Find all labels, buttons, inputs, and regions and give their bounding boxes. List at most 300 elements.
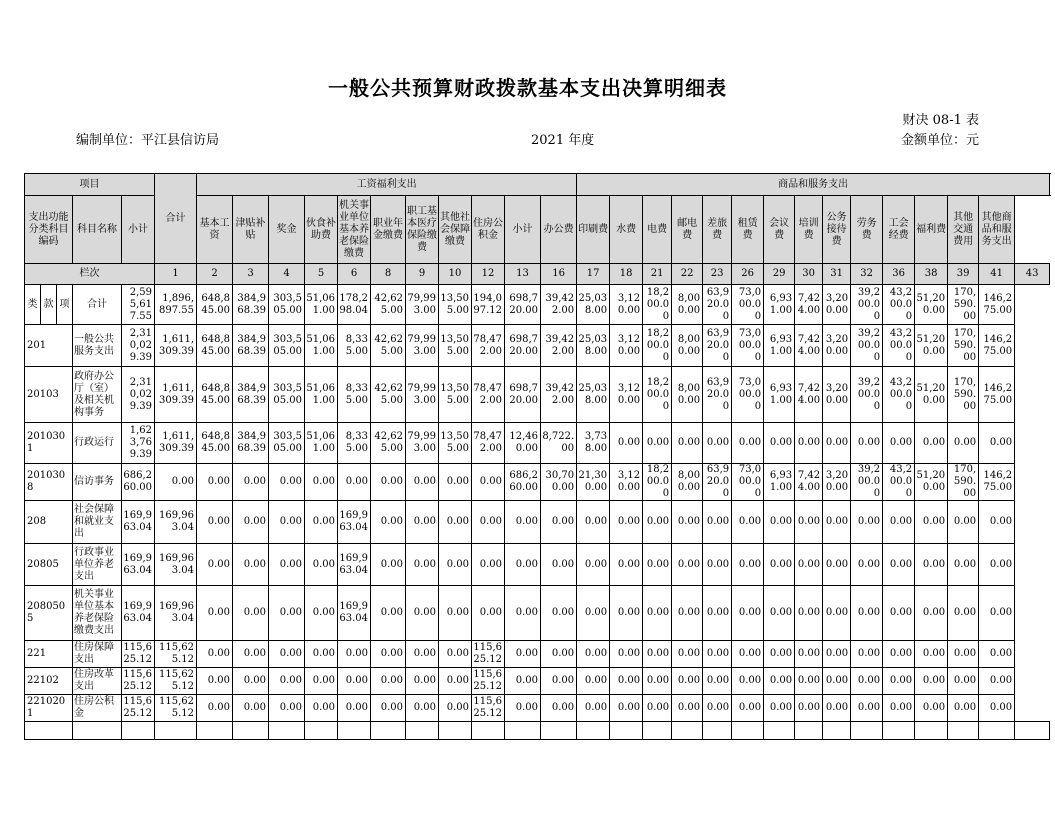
- value-cell: 0.00: [703, 501, 732, 544]
- value-cell: 25,038.00: [577, 325, 610, 367]
- table-row: [25, 423, 1050, 464]
- goods-services-header: 商品和服务支出: [577, 174, 1050, 196]
- blank-cell: [371, 722, 406, 740]
- column-header: 印刷费: [577, 196, 610, 264]
- value-cell: 7,424.00: [795, 285, 823, 325]
- value-cell: 0.00: [883, 544, 915, 586]
- value-cell: 0.00: [269, 641, 305, 668]
- item-header: 项目: [25, 174, 155, 196]
- blank-cell: [269, 722, 305, 740]
- value-cell: 0.00: [851, 641, 883, 668]
- value-cell: 78,472.00: [472, 423, 505, 464]
- value-cell: 2,310,029.39: [122, 325, 155, 367]
- value-cell: 686,260.00: [122, 464, 155, 501]
- value-cell: 6,931.00: [764, 367, 795, 423]
- row-code: 221: [25, 641, 73, 668]
- value-cell: 0.00: [505, 544, 541, 586]
- value-cell: 115,625.12: [472, 695, 505, 722]
- value-cell: 178,298.04: [338, 285, 371, 325]
- value-cell: 1,623,769.39: [122, 423, 155, 464]
- value-cell: 0.00: [823, 586, 851, 641]
- value-cell: 0.00: [703, 668, 732, 695]
- value-cell: 0.00: [795, 695, 823, 722]
- row-name: 一般公共服务支出: [73, 325, 122, 367]
- column-number: 1: [155, 264, 197, 285]
- column-header: 其他商品和服务支出: [979, 196, 1015, 264]
- value-cell: 13,505.00: [439, 423, 472, 464]
- value-cell: 0.00: [439, 501, 472, 544]
- row-name: 政府办公厅（室）及相关机构事务: [73, 367, 122, 423]
- value-cell: 0.00: [371, 501, 406, 544]
- value-cell: 0.00: [915, 501, 948, 544]
- value-cell: 0.00: [197, 668, 233, 695]
- lei-label: 类: [25, 285, 41, 325]
- row-name: 机关事业单位基本养老保险缴费支出: [73, 586, 122, 641]
- row-code: 2010301: [25, 423, 73, 464]
- value-cell: 0.00: [541, 641, 577, 668]
- value-cell: 0.00: [305, 501, 338, 544]
- column-number: 10: [439, 264, 472, 285]
- value-cell: 0.00: [732, 423, 764, 464]
- value-cell: 0.00: [610, 423, 643, 464]
- value-cell: 0.00: [155, 464, 197, 501]
- value-cell: 0.00: [672, 501, 703, 544]
- value-cell: 146,275.00: [979, 464, 1015, 501]
- value-cell: 0.00: [439, 544, 472, 586]
- value-cell: 39,422.00: [541, 285, 577, 325]
- blank-cell: [948, 722, 979, 740]
- value-cell: 648,845.00: [197, 325, 233, 367]
- value-cell: 115,625.12: [122, 641, 155, 668]
- column-number: 43: [1015, 264, 1050, 285]
- value-cell: 51,200.00: [915, 464, 948, 501]
- value-cell: 146,275.00: [979, 285, 1015, 325]
- value-cell: 0.00: [197, 695, 233, 722]
- value-cell: 0.00: [505, 586, 541, 641]
- value-cell: 1,611,309.39: [155, 367, 197, 423]
- value-cell: 0.00: [505, 695, 541, 722]
- value-cell: 0.00: [577, 544, 610, 586]
- value-cell: 0.00: [672, 641, 703, 668]
- value-cell: 0.00: [915, 641, 948, 668]
- value-cell: 0.00: [703, 544, 732, 586]
- value-cell: 0.00: [472, 544, 505, 586]
- value-cell: 2,310,029.39: [122, 367, 155, 423]
- table-row: [25, 544, 1050, 586]
- column-number: 12: [472, 264, 505, 285]
- column-header: 公务接待费: [823, 196, 851, 264]
- value-cell: 0.00: [541, 668, 577, 695]
- value-cell: 39,200.00: [851, 464, 883, 501]
- value-cell: 51,200.00: [915, 325, 948, 367]
- value-cell: 115,625.12: [155, 695, 197, 722]
- value-cell: 0.00: [406, 668, 439, 695]
- column-number: 16: [541, 264, 577, 285]
- value-cell: 13,505.00: [439, 285, 472, 325]
- blank-cell: [703, 722, 732, 740]
- value-cell: 115,625.12: [472, 641, 505, 668]
- row-code: 2210201: [25, 695, 73, 722]
- row-code: 208: [25, 501, 73, 544]
- column-header: 小计: [122, 196, 155, 264]
- value-cell: 0.00: [305, 464, 338, 501]
- value-cell: 0.00: [505, 668, 541, 695]
- wage-welfare-header: 工资福利支出: [197, 174, 577, 196]
- value-cell: 0.00: [269, 695, 305, 722]
- value-cell: 0.00: [643, 668, 672, 695]
- row-name: 信访事务: [73, 464, 122, 501]
- value-cell: 0.00: [732, 668, 764, 695]
- value-cell: 0.00: [979, 544, 1015, 586]
- column-header: 职业年金缴费: [371, 196, 406, 264]
- value-cell: 0.00: [371, 544, 406, 586]
- value-cell: 115,625.12: [155, 668, 197, 695]
- value-cell: 0.00: [915, 586, 948, 641]
- value-cell: 0.00: [371, 641, 406, 668]
- value-cell: 0.00: [883, 586, 915, 641]
- value-cell: 0.00: [439, 695, 472, 722]
- column-number: 8: [371, 264, 406, 285]
- value-cell: 42,625.00: [371, 367, 406, 423]
- blank-cell: [541, 722, 577, 740]
- column-number: 36: [883, 264, 915, 285]
- value-cell: 63,920.00: [703, 325, 732, 367]
- value-cell: 39,422.00: [541, 325, 577, 367]
- value-cell: 73,000.00: [732, 464, 764, 501]
- value-cell: 0.00: [823, 501, 851, 544]
- value-cell: 0.00: [979, 695, 1015, 722]
- column-header: 津贴补贴: [233, 196, 269, 264]
- xiang-label: 项: [57, 285, 73, 325]
- value-cell: 0.00: [269, 464, 305, 501]
- value-cell: 7,424.00: [795, 464, 823, 501]
- value-cell: 698,720.00: [505, 325, 541, 367]
- value-cell: 18,200.00: [643, 325, 672, 367]
- value-cell: 0.00: [643, 544, 672, 586]
- value-cell: 0.00: [371, 668, 406, 695]
- value-cell: 115,625.12: [472, 668, 505, 695]
- value-cell: 0.00: [979, 501, 1015, 544]
- value-cell: 8,335.00: [338, 325, 371, 367]
- column-number: 17: [577, 264, 610, 285]
- value-cell: 0.00: [269, 501, 305, 544]
- value-cell: 8,722.00: [541, 423, 577, 464]
- value-cell: 169,963.04: [338, 501, 371, 544]
- value-cell: 18,200.00: [643, 367, 672, 423]
- value-cell: 0.00: [338, 695, 371, 722]
- value-cell: 648,845.00: [197, 423, 233, 464]
- value-cell: 0.00: [915, 695, 948, 722]
- value-cell: 39,422.00: [541, 367, 577, 423]
- table-row: [25, 695, 1050, 722]
- value-cell: 0.00: [371, 464, 406, 501]
- kuan-label: 款: [41, 285, 57, 325]
- blank-cell: [406, 722, 439, 740]
- blank-cell: [1015, 722, 1050, 740]
- value-cell: 0.00: [823, 668, 851, 695]
- value-cell: 6,931.00: [764, 464, 795, 501]
- value-cell: 0.00: [577, 668, 610, 695]
- value-cell: 0.00: [233, 668, 269, 695]
- value-cell: 0.00: [883, 423, 915, 464]
- value-cell: 0.00: [233, 501, 269, 544]
- value-cell: 0.00: [703, 586, 732, 641]
- value-cell: 25,038.00: [577, 367, 610, 423]
- value-cell: 39,200.00: [851, 325, 883, 367]
- table-body: [25, 174, 1050, 740]
- value-cell: 169,963.04: [155, 544, 197, 586]
- value-cell: 686,260.00: [505, 464, 541, 501]
- value-cell: 169,963.04: [122, 586, 155, 641]
- column-number: 18: [610, 264, 643, 285]
- value-cell: 0.00: [795, 641, 823, 668]
- column-number: 13: [505, 264, 541, 285]
- blank-cell: [439, 722, 472, 740]
- value-cell: 3,120.00: [610, 464, 643, 501]
- row-name: 住房改革支出: [73, 668, 122, 695]
- value-cell: 0.00: [764, 641, 795, 668]
- fiscal-year: 2021 年度: [531, 133, 595, 148]
- value-cell: 0.00: [233, 544, 269, 586]
- value-cell: 21,300.00: [577, 464, 610, 501]
- table-row: [25, 464, 1050, 501]
- value-cell: 0.00: [643, 501, 672, 544]
- blank-row: [25, 722, 1050, 740]
- value-cell: 0.00: [439, 668, 472, 695]
- value-cell: 0.00: [672, 668, 703, 695]
- value-cell: 0.00: [577, 641, 610, 668]
- amount-unit: 金额单位：元: [900, 133, 979, 148]
- budget-detail-table: [24, 173, 1050, 740]
- value-cell: 648,845.00: [197, 367, 233, 423]
- row-name: 住房公积金: [73, 695, 122, 722]
- value-cell: 3,200.00: [823, 464, 851, 501]
- value-cell: 0.00: [610, 501, 643, 544]
- value-cell: 0.00: [948, 695, 979, 722]
- table-row: [25, 501, 1050, 544]
- value-cell: 169,963.04: [122, 544, 155, 586]
- blank-cell: [672, 722, 703, 740]
- value-cell: 0.00: [406, 695, 439, 722]
- value-cell: 0.00: [883, 668, 915, 695]
- value-cell: 43,200.00: [883, 464, 915, 501]
- value-cell: 0.00: [197, 586, 233, 641]
- value-cell: 0.00: [505, 641, 541, 668]
- blank-cell: [122, 722, 155, 740]
- value-cell: 0.00: [472, 464, 505, 501]
- value-cell: 0.00: [703, 695, 732, 722]
- value-cell: 0.00: [197, 544, 233, 586]
- blank-cell: [338, 722, 371, 740]
- column-number: 9: [406, 264, 439, 285]
- value-cell: 8,335.00: [338, 423, 371, 464]
- blank-cell: [795, 722, 823, 740]
- value-cell: 3,200.00: [823, 325, 851, 367]
- value-cell: 0.00: [795, 668, 823, 695]
- value-cell: 0.00: [764, 544, 795, 586]
- value-cell: 79,993.00: [406, 285, 439, 325]
- value-cell: 0.00: [305, 668, 338, 695]
- value-cell: 51,061.00: [305, 285, 338, 325]
- value-cell: 303,505.00: [269, 423, 305, 464]
- column-header: 会议费: [764, 196, 795, 264]
- value-cell: 0.00: [371, 695, 406, 722]
- value-cell: 169,963.04: [338, 586, 371, 641]
- value-cell: 0.00: [610, 641, 643, 668]
- column-header: 小计: [505, 196, 541, 264]
- value-cell: 0.00: [610, 544, 643, 586]
- blank-cell: [732, 722, 764, 740]
- column-header: 其他社会保障缴费: [439, 196, 472, 264]
- value-cell: 3,738.00: [577, 423, 610, 464]
- value-cell: 18,200.00: [643, 285, 672, 325]
- blank-cell: [25, 722, 73, 740]
- value-cell: 0.00: [305, 641, 338, 668]
- column-header: 基本工资: [197, 196, 233, 264]
- value-cell: 8,000.00: [672, 325, 703, 367]
- column-number: 6: [338, 264, 371, 285]
- column-header: 奖金: [269, 196, 305, 264]
- value-cell: 194,097.12: [472, 285, 505, 325]
- header-row-groups: [25, 174, 1050, 196]
- value-cell: 39,200.00: [851, 285, 883, 325]
- value-cell: 0.00: [610, 668, 643, 695]
- value-cell: 30,700.00: [541, 464, 577, 501]
- value-cell: 0.00: [197, 464, 233, 501]
- value-cell: 51,200.00: [915, 367, 948, 423]
- blank-cell: [73, 722, 122, 740]
- value-cell: 0.00: [269, 586, 305, 641]
- value-cell: 698,720.00: [505, 285, 541, 325]
- value-cell: 8,000.00: [672, 367, 703, 423]
- value-cell: 63,920.00: [703, 464, 732, 501]
- value-cell: 0.00: [915, 668, 948, 695]
- value-cell: 169,963.04: [155, 586, 197, 641]
- column-number: 21: [643, 264, 672, 285]
- value-cell: 0.00: [233, 586, 269, 641]
- value-cell: 43,200.00: [883, 367, 915, 423]
- value-cell: 0.00: [851, 668, 883, 695]
- value-cell: 0.00: [643, 695, 672, 722]
- column-number: 26: [732, 264, 764, 285]
- value-cell: 0.00: [505, 501, 541, 544]
- value-cell: 0.00: [979, 668, 1015, 695]
- blank-cell: [883, 722, 915, 740]
- value-cell: 0.00: [883, 501, 915, 544]
- blank-cell: [851, 722, 883, 740]
- table-row: [25, 367, 1050, 423]
- table-row: [25, 325, 1050, 367]
- value-cell: 0.00: [823, 544, 851, 586]
- column-number: 4: [269, 264, 305, 285]
- value-cell: 0.00: [795, 423, 823, 464]
- value-cell: 0.00: [764, 586, 795, 641]
- column-number: 39: [948, 264, 979, 285]
- value-cell: 170,590.00: [948, 367, 979, 423]
- value-cell: 0.00: [948, 668, 979, 695]
- value-cell: 0.00: [851, 544, 883, 586]
- row-code: 20103: [25, 367, 73, 423]
- column-header: 机关事业单位基本养老保险缴费: [338, 196, 371, 264]
- column-header: 福利费: [915, 196, 948, 264]
- table-row: [25, 285, 1050, 325]
- value-cell: 42,625.00: [371, 285, 406, 325]
- value-cell: 0.00: [541, 544, 577, 586]
- value-cell: 0.00: [371, 586, 406, 641]
- value-cell: 0.00: [233, 641, 269, 668]
- value-cell: 0.00: [472, 586, 505, 641]
- value-cell: 1,611,309.39: [155, 423, 197, 464]
- value-cell: 0.00: [406, 544, 439, 586]
- value-cell: 0.00: [610, 586, 643, 641]
- value-cell: 6,931.00: [764, 325, 795, 367]
- value-cell: 0.00: [439, 641, 472, 668]
- value-cell: 42,625.00: [371, 325, 406, 367]
- value-cell: 73,000.00: [732, 367, 764, 423]
- value-cell: 170,590.00: [948, 285, 979, 325]
- row-name: 社会保障和就业支出: [73, 501, 122, 544]
- column-header: 差旅费: [703, 196, 732, 264]
- row-code: 2010308: [25, 464, 73, 501]
- value-cell: 169,963.04: [338, 544, 371, 586]
- blank-cell: [155, 722, 197, 740]
- value-cell: 169,963.04: [122, 501, 155, 544]
- value-cell: 303,505.00: [269, 285, 305, 325]
- value-cell: 1,611,309.39: [155, 325, 197, 367]
- row-code: 2080505: [25, 586, 73, 641]
- value-cell: 0.00: [541, 501, 577, 544]
- value-cell: 0.00: [305, 695, 338, 722]
- value-cell: 13,505.00: [439, 325, 472, 367]
- column-number: 3: [233, 264, 269, 285]
- value-cell: 0.00: [338, 641, 371, 668]
- blank-cell: [823, 722, 851, 740]
- value-cell: 0.00: [948, 544, 979, 586]
- value-cell: 0.00: [823, 695, 851, 722]
- value-cell: 0.00: [672, 586, 703, 641]
- value-cell: 0.00: [269, 544, 305, 586]
- value-cell: 0.00: [338, 668, 371, 695]
- value-cell: 73,000.00: [732, 285, 764, 325]
- value-cell: 0.00: [732, 641, 764, 668]
- value-cell: 39,200.00: [851, 367, 883, 423]
- value-cell: 0.00: [541, 586, 577, 641]
- column-header: 电费: [643, 196, 672, 264]
- value-cell: 78,472.00: [472, 325, 505, 367]
- column-number: 2: [197, 264, 233, 285]
- value-cell: 0.00: [269, 668, 305, 695]
- value-cell: 3,120.00: [610, 325, 643, 367]
- value-cell: 0.00: [577, 501, 610, 544]
- value-cell: 0.00: [541, 695, 577, 722]
- value-cell: 0.00: [197, 641, 233, 668]
- blank-cell: [505, 722, 541, 740]
- value-cell: 6,931.00: [764, 285, 795, 325]
- value-cell: 51,061.00: [305, 367, 338, 423]
- blank-cell: [577, 722, 610, 740]
- total-header: 合计: [155, 174, 197, 264]
- value-cell: 115,625.12: [122, 695, 155, 722]
- value-cell: 384,968.39: [233, 285, 269, 325]
- value-cell: 0.00: [672, 423, 703, 464]
- value-cell: 0.00: [406, 501, 439, 544]
- value-cell: 0.00: [851, 501, 883, 544]
- value-cell: 0.00: [305, 544, 338, 586]
- value-cell: 13,505.00: [439, 367, 472, 423]
- value-cell: 0.00: [764, 695, 795, 722]
- lanci-label: 栏次: [25, 264, 155, 285]
- value-cell: 0.00: [795, 501, 823, 544]
